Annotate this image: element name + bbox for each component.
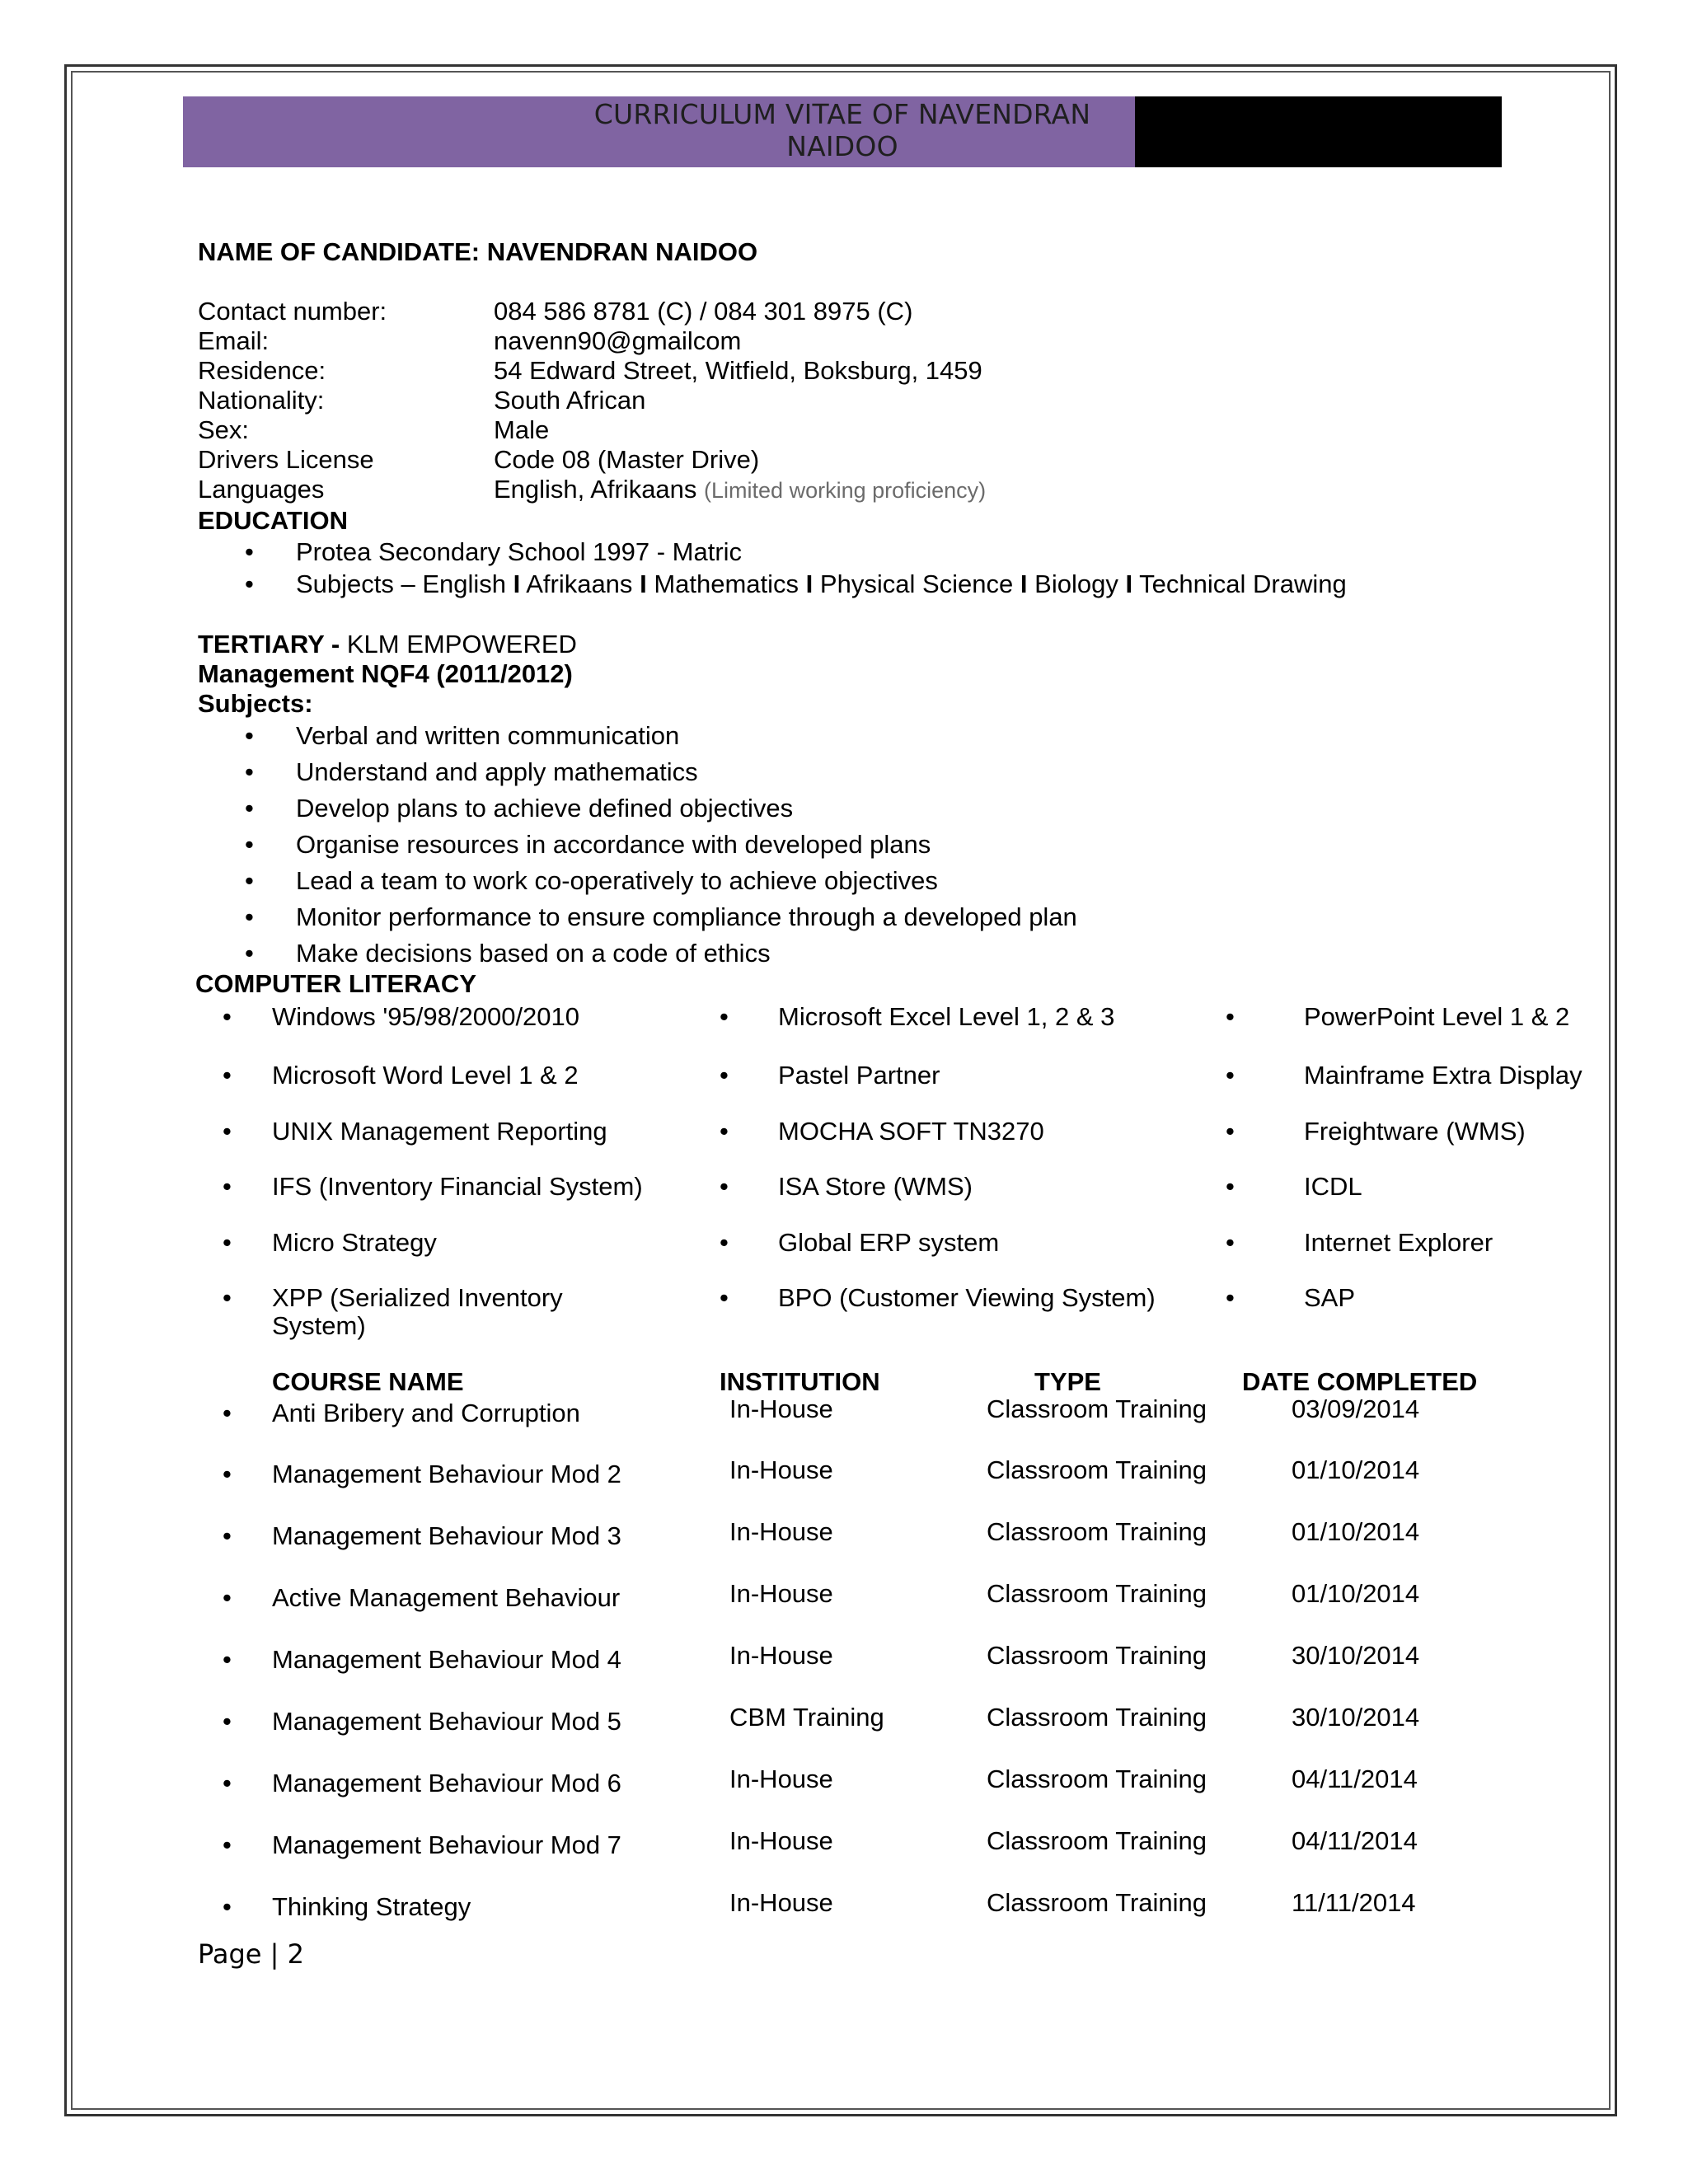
course-institution: In-House	[729, 1641, 833, 1670]
header-title: CURRICULUM VITAE OF NAVENDRAN NAIDOO	[593, 98, 1091, 162]
page-number: Page | 2	[198, 1938, 304, 1970]
bullet-icon: •	[223, 1117, 232, 1146]
header-black-band	[1135, 96, 1502, 167]
detail-value: South African	[494, 386, 646, 415]
skill-item: PowerPoint Level 1 & 2	[1304, 1002, 1570, 1031]
bullet-icon: •	[223, 1707, 232, 1736]
subject: Afrikaans	[526, 569, 633, 598]
subject: Physical Science	[819, 569, 1014, 598]
type-header: TYPE	[1034, 1367, 1101, 1396]
skill-item: Internet Explorer	[1304, 1228, 1493, 1257]
bullet-icon: •	[223, 1583, 232, 1612]
bullet-icon: •	[720, 1061, 729, 1090]
education-heading: EDUCATION	[198, 506, 348, 535]
course-institution: In-House	[729, 1765, 833, 1793]
bullet-icon: •	[245, 939, 254, 968]
skill-item: Micro Strategy	[272, 1228, 437, 1257]
course-date: 01/10/2014	[1292, 1517, 1420, 1546]
bullet-icon: •	[223, 1521, 232, 1550]
course-type: Classroom Training	[987, 1455, 1207, 1484]
tertiary-institution: KLM EMPOWERED	[346, 630, 577, 658]
bullet-icon: •	[223, 1283, 232, 1312]
bullet-icon: •	[223, 1172, 232, 1201]
bullet-icon: •	[1226, 1228, 1235, 1257]
course-name: Management Behaviour Mod 7	[272, 1830, 621, 1859]
course-type: Classroom Training	[987, 1703, 1207, 1732]
course-institution: In-House	[729, 1455, 833, 1484]
bullet-icon: •	[223, 1399, 232, 1427]
course-date: 11/11/2014	[1292, 1888, 1416, 1917]
bullet-icon: •	[1226, 1283, 1235, 1312]
subject: Mathematics	[654, 569, 799, 598]
bullet-icon: •	[245, 569, 254, 598]
tertiary-subject: Make decisions based on a code of ethics	[296, 939, 771, 968]
detail-value: navenn90@gmailcom	[494, 326, 742, 355]
skill-item: Pastel Partner	[778, 1061, 940, 1090]
course-date: 01/10/2014	[1292, 1579, 1420, 1608]
tertiary-subject: Monitor performance to ensure compliance through a developed plan	[296, 902, 1077, 931]
bullet-icon: •	[223, 1892, 232, 1921]
bullet-icon: •	[223, 1061, 232, 1090]
tertiary-subject: Organise resources in accordance with developed plans	[296, 830, 931, 859]
course-type: Classroom Training	[987, 1826, 1207, 1855]
course-date: 30/10/2014	[1292, 1641, 1420, 1670]
separator: I	[1020, 569, 1028, 598]
skill-item: BPO (Customer Viewing System)	[778, 1283, 1156, 1312]
course-name: Active Management Behaviour	[272, 1583, 621, 1612]
tertiary-subject: Understand and apply mathematics	[296, 757, 698, 786]
detail-label: Nationality:	[198, 386, 325, 415]
skill-item: Freightware (WMS)	[1304, 1117, 1526, 1146]
detail-label: Sex:	[198, 415, 250, 444]
bullet-icon: •	[223, 1769, 232, 1797]
detail-label: Drivers License	[198, 445, 374, 474]
bullet-icon: •	[245, 830, 254, 859]
separator: I	[805, 569, 814, 598]
course-type: Classroom Training	[987, 1765, 1207, 1793]
detail-value: Code 08 (Master Drive)	[494, 445, 760, 474]
course-institution: In-House	[729, 1888, 833, 1917]
course-name: Management Behaviour Mod 2	[272, 1460, 621, 1488]
bullet-icon: •	[245, 537, 254, 566]
candidate-heading: NAME OF CANDIDATE: NAVENDRAN NAIDOO	[198, 237, 758, 266]
tertiary-qualification: Management NQF4 (2011/2012)	[198, 659, 573, 688]
skill-item: IFS (Inventory Financial System)	[272, 1172, 643, 1201]
course-header: COURSE NAME	[272, 1367, 464, 1396]
bullet-icon: •	[245, 866, 254, 895]
tertiary-subject: Develop plans to achieve defined objectives	[296, 794, 794, 823]
bullet-icon: •	[245, 757, 254, 786]
bullet-icon: •	[223, 1645, 232, 1674]
detail-value	[494, 475, 986, 505]
detail-value: Male	[494, 415, 550, 444]
bullet-icon: •	[223, 1830, 232, 1859]
skill-item: UNIX Management Reporting	[272, 1117, 607, 1146]
skill-item: ICDL	[1304, 1172, 1362, 1201]
course-type: Classroom Training	[987, 1641, 1207, 1670]
subject: Biology	[1034, 569, 1118, 598]
tertiary-subject: Verbal and written communication	[296, 721, 680, 750]
bullet-icon: •	[223, 1228, 232, 1257]
bullet-icon: •	[1226, 1002, 1235, 1031]
bullet-icon: •	[720, 1172, 729, 1201]
course-type: Classroom Training	[987, 1394, 1207, 1423]
header-banner	[183, 96, 1502, 167]
course-institution: In-House	[729, 1579, 833, 1608]
bullet-icon: •	[1226, 1117, 1235, 1146]
course-type: Classroom Training	[987, 1888, 1207, 1917]
tertiary-subject: Lead a team to work co-operatively to achieve objectives	[296, 866, 938, 895]
bullet-icon: •	[720, 1002, 729, 1031]
bullet-icon: •	[245, 794, 254, 823]
detail-label: Email:	[198, 326, 270, 355]
course-date: 04/11/2014	[1292, 1826, 1418, 1855]
course-date: 30/10/2014	[1292, 1703, 1420, 1732]
course-date: 01/10/2014	[1292, 1455, 1420, 1484]
bullet-icon: •	[223, 1460, 232, 1488]
separator: I	[1125, 569, 1133, 598]
course-name: Management Behaviour Mod 4	[272, 1645, 621, 1674]
course-institution: In-House	[729, 1517, 833, 1546]
bullet-icon: •	[245, 902, 254, 931]
skill-item: Mainframe Extra Display	[1304, 1061, 1582, 1090]
course-date: 03/09/2014	[1292, 1394, 1420, 1423]
bullet-icon: •	[1226, 1172, 1235, 1201]
education-subjects	[296, 569, 1347, 599]
detail-label: Contact number:	[198, 297, 387, 326]
tertiary-line	[198, 630, 577, 659]
course-name: Anti Bribery and Corruption	[272, 1399, 580, 1427]
course-name: Management Behaviour Mod 3	[272, 1521, 621, 1550]
bullet-icon: •	[223, 1002, 232, 1031]
bullet-icon: •	[720, 1283, 729, 1312]
course-institution: In-House	[729, 1394, 833, 1423]
skill-item: Microsoft Excel Level 1, 2 & 3	[778, 1002, 1115, 1031]
skill-item-continued: System)	[272, 1311, 366, 1340]
course-type: Classroom Training	[987, 1517, 1207, 1546]
skill-item: Global ERP system	[778, 1228, 1000, 1257]
languages-value: English, Afrikaans	[494, 475, 697, 504]
computer-literacy-heading: COMPUTER LITERACY	[195, 969, 476, 998]
skill-item: MOCHA SOFT TN3270	[778, 1117, 1044, 1146]
skill-item: Microsoft Word Level 1 & 2	[272, 1061, 579, 1090]
skill-item: ISA Store (WMS)	[778, 1172, 973, 1201]
course-name: Thinking Strategy	[272, 1892, 471, 1921]
subjects-prefix: Subjects – English	[296, 569, 507, 598]
institution-header: INSTITUTION	[720, 1367, 880, 1396]
course-date: 04/11/2014	[1292, 1765, 1418, 1793]
separator: I	[513, 569, 521, 598]
detail-label: Residence:	[198, 356, 326, 385]
bullet-icon: •	[720, 1228, 729, 1257]
detail-value: 54 Edward Street, Witfield, Boksburg, 1459	[494, 356, 982, 385]
course-type: Classroom Training	[987, 1579, 1207, 1608]
bullet-icon: •	[245, 721, 254, 750]
skill-item: Windows '95/98/2000/2010	[272, 1002, 580, 1031]
education-school: Protea Secondary School 1997 - Matric	[296, 537, 743, 566]
bullet-icon: •	[720, 1117, 729, 1146]
skill-item: SAP	[1304, 1283, 1356, 1312]
tertiary-subjects-label: Subjects:	[198, 689, 313, 718]
detail-value: 084 586 8781 (C) / 084 301 8975 (C)	[494, 297, 913, 326]
skill-item: XPP (Serialized Inventory	[272, 1283, 563, 1312]
course-name: Management Behaviour Mod 5	[272, 1707, 621, 1736]
detail-label: Languages	[198, 475, 325, 504]
languages-note: (Limited working proficiency)	[704, 478, 987, 503]
course-institution: In-House	[729, 1826, 833, 1855]
bullet-icon: •	[1226, 1061, 1235, 1090]
tertiary-label: TERTIARY -	[198, 630, 340, 658]
date-header: DATE COMPLETED	[1242, 1367, 1478, 1396]
separator: I	[640, 569, 647, 598]
course-institution: CBM Training	[729, 1703, 884, 1732]
course-name: Management Behaviour Mod 6	[272, 1769, 621, 1797]
subject: Technical Drawing	[1139, 569, 1347, 598]
